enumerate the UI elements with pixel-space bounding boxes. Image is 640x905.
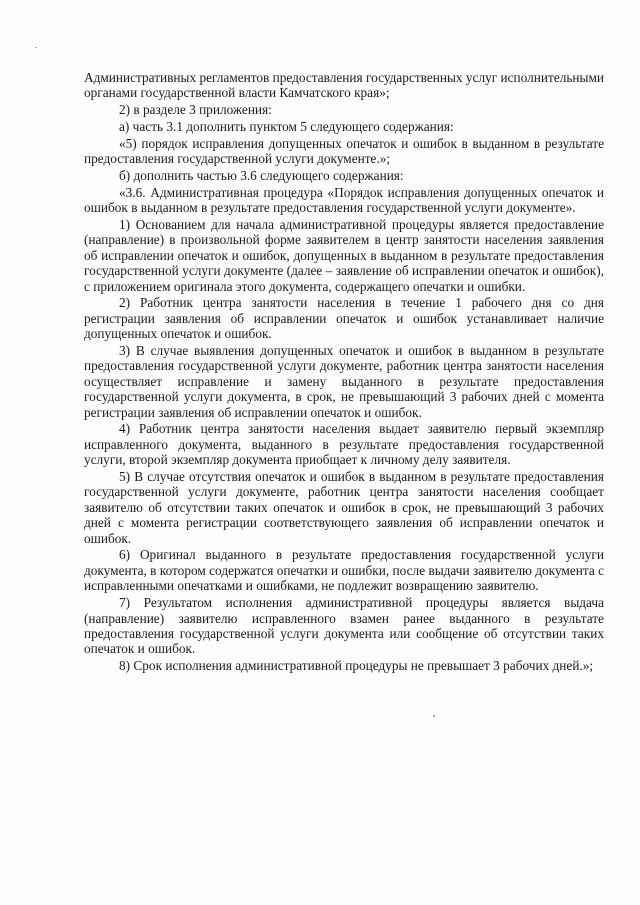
- paragraph-item-2: 2) в разделе 3 приложения:: [119, 102, 272, 118]
- paragraph-point-5: 5) В случае отсутствия опечаток и ошибок в выданном в результате предоставления государственной услуги документе, работник центра занятости населения сообщает заявителю об отсутствии таких опечаток и ошибок в срок, не превышающий 3 рабочих дней с момента регистрации соответствующего заявления об исправлении опечаток и ошибок.: [84, 469, 604, 546]
- paragraph-point-2: 2) Работник центра занятости населения в течение 1 рабочего дня со дня регистрации заявления об исправлении опечаток и ошибок устанавливает наличие допущенных опечаток и ошибок.: [84, 295, 604, 342]
- paragraph-point-7: 7) Результатом исполнения административной процедуры является выдача (направление) заявителю исправленного взамен ранее выданного в результате предоставления государственной услуги документа или сообщение об отсутствии таких опечаток и ошибок.: [84, 595, 604, 657]
- paragraph-point-8: 8) Срок исполнения административной процедуры не превышает 3 рабочих дней.»;: [119, 658, 594, 674]
- paragraph-item-a: а) часть 3.1 дополнить пунктом 5 следующего содержания:: [119, 119, 454, 134]
- paragraph-continuation: Административных регламентов предоставления государственных услуг исполнительными органами государственной власти Камчатского края»;: [84, 70, 604, 101]
- paragraph-section-3-6: «3.6. Административная процедура «Порядок исправления допущенных опечаток и ошибок в выданном в результате предоставления государственной услуги документе».: [84, 184, 604, 216]
- paragraph-point-3: 3) В случае выявления допущенных опечаток и ошибок в выданном в результате предоставления государственной услуги документе, работник центра занятости населения осуществляет исправление и замену выданного в результате предоставления государственной услуги документа, в срок, не превышающий 3 рабочих дней с момента регистрации заявления об исправлении опечаток и ошибок.: [84, 343, 604, 420]
- paragraph-point-4: 4) Работник центра занятости населения выдает заявителю первый экземпляр исправленного документа, выданного в результате предоставления государственной услуги, второй экземпляр документа приобщает к личному делу заявителя.: [84, 421, 604, 468]
- scan-speck: [433, 715, 435, 717]
- paragraph-quote-5: «5) порядок исправления допущенных опечаток и ошибок в выданном в результате предоставления государственной услуги документе.»;: [84, 135, 604, 167]
- document-body: [84, 70, 604, 675]
- paragraph-point-1: 1) Основанием для начала административной процедуры является предоставление (направление) в произвольной форме заявителем в центр занятости населения заявления об исправлении опечаток и ошибок, допущенных в выданном в результате предоставления государственной услуги документе (далее – заявление об исправлении опечаток и ошибок), с приложением оригинала этого документа, содержащего опечатки и ошибки.: [84, 217, 604, 294]
- scan-mark: [35, 47, 37, 48]
- paragraph-item-b: б) дополнить частью 3.6 следующего содержания:: [119, 168, 404, 183]
- paragraph-point-6: 6) Оригинал выданного в результате предоставления государственной услуги документа, в котором содержатся опечатки и ошибки, после выдачи заявителю документа с исправленными опечатками и ошибками, не подлежит возвращению заявителю.: [84, 547, 604, 594]
